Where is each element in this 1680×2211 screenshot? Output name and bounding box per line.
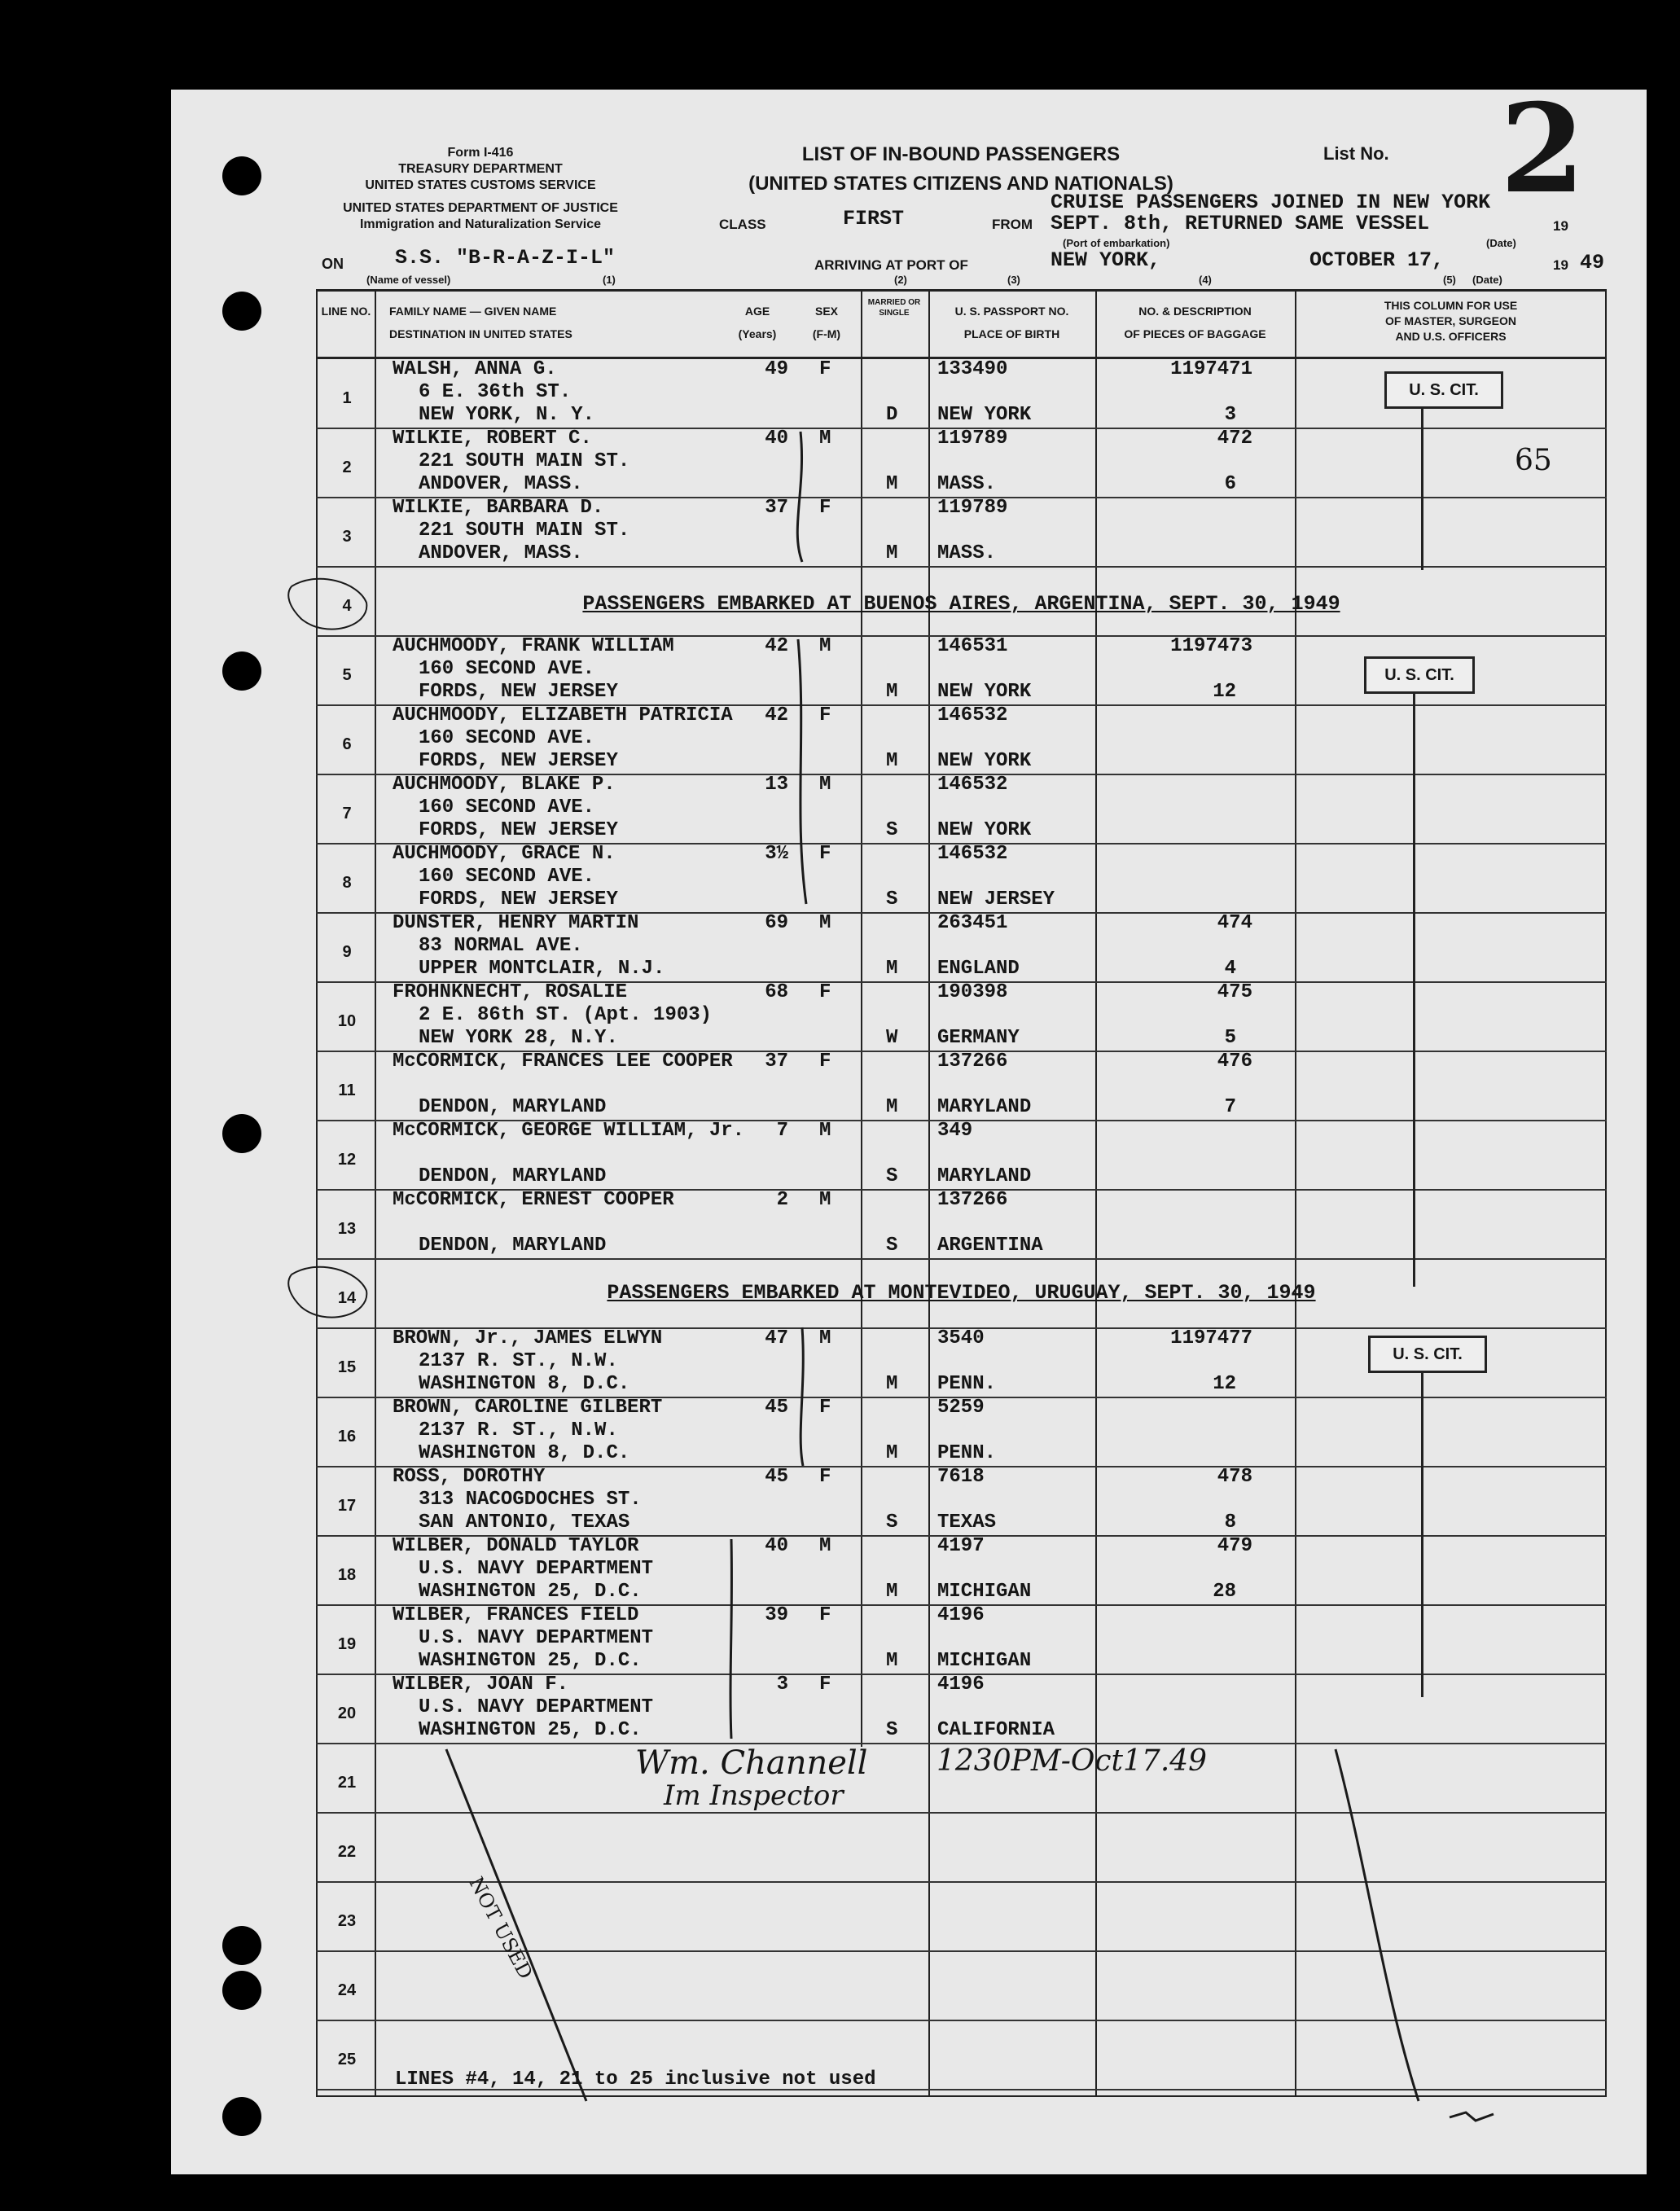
passport-number: 133490 <box>937 358 1008 380</box>
passenger-address: 83 NORMAL AVE. <box>419 935 583 957</box>
place-of-birth: PENN. <box>937 1373 997 1395</box>
marital-status: W <box>886 1027 898 1049</box>
passenger-sex: M <box>819 912 831 934</box>
passenger-destination: WASHINGTON 25, D.C. <box>419 1650 642 1672</box>
line-number: 12 <box>337 1151 357 1169</box>
passenger-address: 160 SECOND AVE. <box>419 796 595 818</box>
passenger-address: U.S. NAVY DEPARTMENT <box>419 1558 654 1580</box>
us-citizen-stamp: U. S. CIT. <box>1364 656 1475 694</box>
col-header-officers: THIS COLUMN FOR USE OF MASTER, SURGEON AND U.S. OFFICERS <box>1384 299 1518 343</box>
line-number: 4 <box>342 597 352 615</box>
passenger-name: AUCHMOODY, BLAKE P. <box>393 774 616 796</box>
marital-status: M <box>886 958 898 980</box>
line-number: 24 <box>337 1981 357 1999</box>
date-label-1: (Date) <box>1486 237 1516 249</box>
passenger-age: 47 <box>765 1327 788 1349</box>
marital-status: M <box>886 750 898 772</box>
passenger-name: WILBER, JOAN F. <box>393 1674 569 1696</box>
from-label: FROM <box>992 217 1033 232</box>
marital-status: M <box>886 1442 898 1464</box>
passenger-sex: F <box>819 1604 831 1626</box>
passenger-address: 313 NACOGDOCHES ST. <box>419 1489 642 1511</box>
line-number: 11 <box>338 1081 356 1099</box>
passenger-age: 2 <box>776 1189 788 1211</box>
line-number: 21 <box>337 1774 357 1792</box>
passenger-destination: FORDS, NEW JERSEY <box>419 750 618 772</box>
passenger-age: 45 <box>765 1397 788 1419</box>
place-of-birth: MICHIGAN <box>937 1581 1032 1603</box>
place-of-birth: MARYLAND <box>937 1096 1032 1118</box>
passenger-destination: WASHINGTON 8, D.C. <box>419 1373 630 1395</box>
baggage-number: 472 <box>1217 428 1252 450</box>
baggage-pieces: 6 <box>1224 473 1236 495</box>
baggage-pieces: 4 <box>1224 958 1236 980</box>
passenger-age: 37 <box>765 1051 788 1073</box>
baggage-number: 474 <box>1217 912 1252 934</box>
marital-status: S <box>886 1511 898 1533</box>
passenger-name: FROHNKNECHT, ROSALIE <box>393 981 628 1003</box>
marital-status: S <box>886 1719 898 1741</box>
footer-note: LINES #4, 14, 21 to 25 inclusive not used <box>395 2068 876 2090</box>
form-number: Form I-416 <box>447 146 514 160</box>
marital-status: M <box>886 1096 898 1118</box>
passenger-name: WILKIE, ROBERT C. <box>393 428 592 450</box>
inspector-signature: Wm. Channell <box>635 1744 868 1782</box>
place-of-birth: NEW YORK <box>937 404 1032 426</box>
place-of-birth: TEXAS <box>937 1511 997 1533</box>
passenger-age: 49 <box>765 358 788 380</box>
list-no-label: List No. <box>1323 143 1389 164</box>
col-header-sex: SEX (F-M) <box>812 305 841 340</box>
line-number: 17 <box>337 1497 357 1515</box>
passenger-address: 6 E. 36th ST. <box>419 381 572 403</box>
us-citizen-stamp: U. S. CIT. <box>1384 371 1503 409</box>
passenger-destination: DENDON, MARYLAND <box>419 1165 607 1187</box>
passenger-sex: F <box>819 981 831 1003</box>
passport-number: 263451 <box>937 912 1008 934</box>
col-header-baggage: NO. & DESCRIPTION OF PIECES OF BAGGAGE <box>1124 305 1266 340</box>
arrival-year: 49 <box>1580 251 1605 274</box>
passenger-address: 2 E. 86th ST. (Apt. 1903) <box>419 1004 713 1026</box>
passenger-name: BROWN, Jr., JAMES ELWYN <box>393 1327 663 1349</box>
passenger-sex: F <box>819 1674 831 1696</box>
passenger-destination: ANDOVER, MASS. <box>419 473 583 495</box>
baggage-pieces: 7 <box>1224 1096 1236 1118</box>
passenger-name: ROSS, DOROTHY <box>393 1466 546 1488</box>
vessel-label: (Name of vessel) <box>366 274 451 286</box>
baggage-pieces: 12 <box>1213 681 1236 703</box>
passenger-sex: F <box>819 704 831 726</box>
place-of-birth: MASS. <box>937 473 997 495</box>
line-number: 5 <box>342 666 352 684</box>
baggage-number: 476 <box>1217 1051 1252 1073</box>
line-number: 20 <box>337 1704 357 1722</box>
passenger-age: 40 <box>765 1535 788 1557</box>
passport-number: 4196 <box>937 1604 985 1626</box>
field-number-1: (1) <box>603 274 616 286</box>
arriving-label: ARRIVING AT PORT OF <box>814 257 968 273</box>
passenger-age: 42 <box>765 635 788 657</box>
passenger-name: McCORMICK, GEORGE WILLIAM, Jr. <box>393 1120 745 1142</box>
baggage-pieces: 5 <box>1224 1027 1236 1049</box>
passenger-address: 221 SOUTH MAIN ST. <box>419 450 630 472</box>
passenger-age: 39 <box>765 1604 788 1626</box>
passenger-name: McCORMICK, ERNEST COOPER <box>393 1189 674 1211</box>
passport-number: 146531 <box>937 635 1008 657</box>
passenger-sex: F <box>819 1051 831 1073</box>
field-number-4: (4) <box>1199 274 1212 286</box>
passport-number: 146532 <box>937 843 1008 865</box>
dept-justice: UNITED STATES DEPARTMENT OF JUSTICE <box>343 201 618 215</box>
marital-status: M <box>886 1650 898 1672</box>
marital-status: M <box>886 681 898 703</box>
vessel-name: S.S. "B-R-A-Z-I-L" <box>395 246 616 270</box>
baggage-number: 478 <box>1217 1466 1252 1488</box>
passport-number: 146532 <box>937 774 1008 796</box>
place-of-birth: NEW YORK <box>937 750 1032 772</box>
passenger-destination: WASHINGTON 25, D.C. <box>419 1719 642 1741</box>
place-of-birth: GERMANY <box>937 1027 1020 1049</box>
passenger-name: WALSH, ANNA G. <box>393 358 557 380</box>
passenger-sex: F <box>819 843 831 865</box>
passenger-destination: UPPER MONTCLAIR, N.J. <box>419 958 665 980</box>
passenger-address: 160 SECOND AVE. <box>419 866 595 888</box>
from-value-2: SEPT. 8th, RETURNED SAME VESSEL <box>1051 212 1430 235</box>
field-number-3: (3) <box>1007 274 1020 286</box>
passenger-age: 3 <box>776 1674 788 1696</box>
passenger-destination: WASHINGTON 8, D.C. <box>419 1442 630 1464</box>
passenger-sex: M <box>819 1189 831 1211</box>
passport-number: 119789 <box>937 428 1008 450</box>
from-value-1: CRUISE PASSENGERS JOINED IN NEW YORK <box>1051 191 1491 214</box>
inspection-time: 1230PM-Oct17.49 <box>937 1744 1208 1778</box>
baggage-number: 479 <box>1217 1535 1252 1557</box>
passenger-sex: F <box>819 1466 831 1488</box>
passenger-sex: M <box>819 1535 831 1557</box>
passenger-destination: WASHINGTON 25, D.C. <box>419 1581 642 1603</box>
passenger-address: 2137 R. ST., N.W. <box>419 1419 618 1441</box>
baggage-pieces: 3 <box>1224 404 1236 426</box>
passport-number: 4196 <box>937 1674 985 1696</box>
class-value: FIRST <box>843 207 905 230</box>
passenger-sex: M <box>819 1327 831 1349</box>
line-number: 22 <box>337 1843 357 1861</box>
passenger-age: 37 <box>765 497 788 519</box>
passenger-destination: NEW YORK 28, N.Y. <box>419 1027 618 1049</box>
passport-number: 137266 <box>937 1051 1008 1073</box>
passenger-age: 68 <box>765 981 788 1003</box>
on-label: ON <box>322 256 344 272</box>
arrival-date: OCTOBER 17, <box>1309 248 1445 272</box>
form-title: LIST OF IN-BOUND PASSENGERS <box>801 143 1121 165</box>
passenger-sex: F <box>819 497 831 519</box>
marital-status: S <box>886 819 898 841</box>
passenger-name: McCORMICK, FRANCES LEE COOPER <box>393 1051 733 1073</box>
baggage-pieces: 8 <box>1224 1511 1236 1533</box>
passenger-age: 45 <box>765 1466 788 1488</box>
us-citizen-stamp: U. S. CIT. <box>1368 1336 1487 1373</box>
col-header-age: AGE (Years) <box>738 305 777 340</box>
line-number: 25 <box>337 2051 357 2068</box>
field-number-2: (2) <box>894 274 907 286</box>
passenger-age: 3½ <box>765 843 788 865</box>
col-header-name: FAMILY NAME — GIVEN NAME DESTINATION IN UNITED STATES <box>389 305 572 340</box>
baggage-number: 475 <box>1217 981 1252 1003</box>
line-number: 10 <box>337 1012 357 1030</box>
passenger-name: WILBER, FRANCES FIELD <box>393 1604 639 1626</box>
officer-code: 65 <box>1515 444 1552 477</box>
form-subtitle: (UNITED STATES CITIZENS AND NATIONALS) <box>748 173 1173 195</box>
marital-status: S <box>886 888 898 910</box>
passenger-age: 42 <box>765 704 788 726</box>
field-number-5: (5) <box>1443 274 1456 286</box>
col-header-married: MARRIED OR SINGLE <box>867 298 921 318</box>
passenger-sex: F <box>819 1397 831 1419</box>
place-of-birth: ENGLAND <box>937 958 1020 980</box>
line-number: 23 <box>337 1912 357 1930</box>
dept-ins: Immigration and Naturalization Service <box>359 217 602 231</box>
place-of-birth: ARGENTINA <box>937 1235 1043 1257</box>
passenger-destination: DENDON, MARYLAND <box>419 1096 607 1118</box>
marital-status: M <box>886 1581 898 1603</box>
port-embarkation-label: (Port of embarkation) <box>1063 237 1170 249</box>
arrival-port: NEW YORK, <box>1051 248 1161 272</box>
passport-number: 7618 <box>937 1466 985 1488</box>
line-number: 2 <box>342 458 352 476</box>
passenger-destination: FORDS, NEW JERSEY <box>419 681 618 703</box>
place-of-birth: CALIFORNIA <box>937 1719 1055 1741</box>
passenger-age: 7 <box>776 1120 788 1142</box>
passenger-address: U.S. NAVY DEPARTMENT <box>419 1627 654 1649</box>
passenger-destination: NEW YORK, N. Y. <box>419 404 595 426</box>
line-number: 13 <box>337 1220 357 1238</box>
passenger-sex: F <box>819 358 831 380</box>
line-number: 16 <box>337 1428 357 1445</box>
passenger-name: AUCHMOODY, GRACE N. <box>393 843 616 865</box>
dept-customs: UNITED STATES CUSTOMS SERVICE <box>365 178 596 192</box>
passport-number: 5259 <box>937 1397 985 1419</box>
passenger-address: U.S. NAVY DEPARTMENT <box>419 1696 654 1718</box>
passenger-sex: M <box>819 774 831 796</box>
place-of-birth: MASS. <box>937 542 997 564</box>
passenger-name: BROWN, CAROLINE GILBERT <box>393 1397 663 1419</box>
line-number: 8 <box>342 874 352 892</box>
marital-status: M <box>886 542 898 564</box>
marital-status: S <box>886 1165 898 1187</box>
baggage-number: 1197477 <box>1170 1327 1252 1349</box>
passport-number: 119789 <box>937 497 1008 519</box>
marital-status: M <box>886 473 898 495</box>
passport-number: 349 <box>937 1120 973 1142</box>
passenger-name: DUNSTER, HENRY MARTIN <box>393 912 639 934</box>
passenger-sex: M <box>819 1120 831 1142</box>
not-used-note: NOT USED <box>464 1873 537 1983</box>
passenger-age: 69 <box>765 912 788 934</box>
passenger-address: 2137 R. ST., N.W. <box>419 1350 618 1372</box>
passenger-destination: DENDON, MARYLAND <box>419 1235 607 1257</box>
line-number: 6 <box>342 735 352 753</box>
passport-number: 3540 <box>937 1327 985 1349</box>
baggage-number: 1197471 <box>1170 358 1252 380</box>
line-number: 18 <box>337 1566 357 1584</box>
passport-number: 4197 <box>937 1535 985 1557</box>
passport-number: 190398 <box>937 981 1008 1003</box>
marital-status: S <box>886 1235 898 1257</box>
line-number: 19 <box>337 1635 357 1653</box>
passenger-destination: ANDOVER, MASS. <box>419 542 583 564</box>
passenger-name: WILKIE, BARBARA D. <box>393 497 604 519</box>
line-number: 15 <box>337 1358 357 1376</box>
place-of-birth: MICHIGAN <box>937 1650 1032 1672</box>
line-number: 14 <box>337 1289 357 1307</box>
passenger-address: 221 SOUTH MAIN ST. <box>419 520 630 542</box>
passenger-name: AUCHMOODY, FRANK WILLIAM <box>393 635 674 657</box>
date-label-2: (Date) <box>1472 274 1502 286</box>
passenger-address: 160 SECOND AVE. <box>419 658 595 680</box>
passenger-sex: M <box>819 428 831 450</box>
line-number: 1 <box>342 389 352 407</box>
section-buenos-aires: PASSENGERS EMBARKED AT BUENOS AIRES, ARGENTINA, SEPT. 30, 1949 <box>582 592 1340 616</box>
baggage-pieces: 12 <box>1213 1373 1236 1395</box>
baggage-pieces: 28 <box>1213 1581 1236 1603</box>
place-of-birth: PENN. <box>937 1442 997 1464</box>
place-of-birth: NEW YORK <box>937 819 1032 841</box>
section-montevideo: PASSENGERS EMBARKED AT MONTEVIDEO, URUGUAY, SEPT. 30, 1949 <box>607 1281 1316 1305</box>
line-number: 7 <box>342 805 352 823</box>
passenger-name: AUCHMOODY, ELIZABETH PATRICIA <box>393 704 733 726</box>
passenger-name: WILBER, DONALD TAYLOR <box>393 1535 639 1557</box>
passport-number: 137266 <box>937 1189 1008 1211</box>
place-of-birth: NEW YORK <box>937 681 1032 703</box>
passenger-destination: FORDS, NEW JERSEY <box>419 819 618 841</box>
dept-treasury: TREASURY DEPARTMENT <box>398 162 563 176</box>
place-of-birth: MARYLAND <box>937 1165 1032 1187</box>
passport-number: 146532 <box>937 704 1008 726</box>
year-prefix-1: 19 <box>1553 218 1568 234</box>
line-number: 9 <box>342 943 352 961</box>
passenger-sex: M <box>819 635 831 657</box>
passenger-destination: FORDS, NEW JERSEY <box>419 888 618 910</box>
col-header-line: LINE NO. <box>321 305 371 318</box>
col-header-passport: U. S. PASSPORT NO. PLACE OF BIRTH <box>954 305 1069 340</box>
place-of-birth: NEW JERSEY <box>937 888 1055 910</box>
passenger-destination: SAN ANTONIO, TEXAS <box>419 1511 630 1533</box>
inspector-title: Im Inspector <box>664 1779 844 1812</box>
marital-status: M <box>886 1373 898 1395</box>
marital-status: D <box>886 404 898 426</box>
passenger-age: 40 <box>765 428 788 450</box>
line-number: 3 <box>342 528 352 546</box>
baggage-number: 1197473 <box>1170 635 1252 657</box>
passenger-address: 160 SECOND AVE. <box>419 727 595 749</box>
list-number: 2 <box>1500 77 1586 221</box>
class-label: CLASS <box>719 217 766 232</box>
year-prefix-2: 19 <box>1553 257 1568 273</box>
passenger-age: 13 <box>765 774 788 796</box>
